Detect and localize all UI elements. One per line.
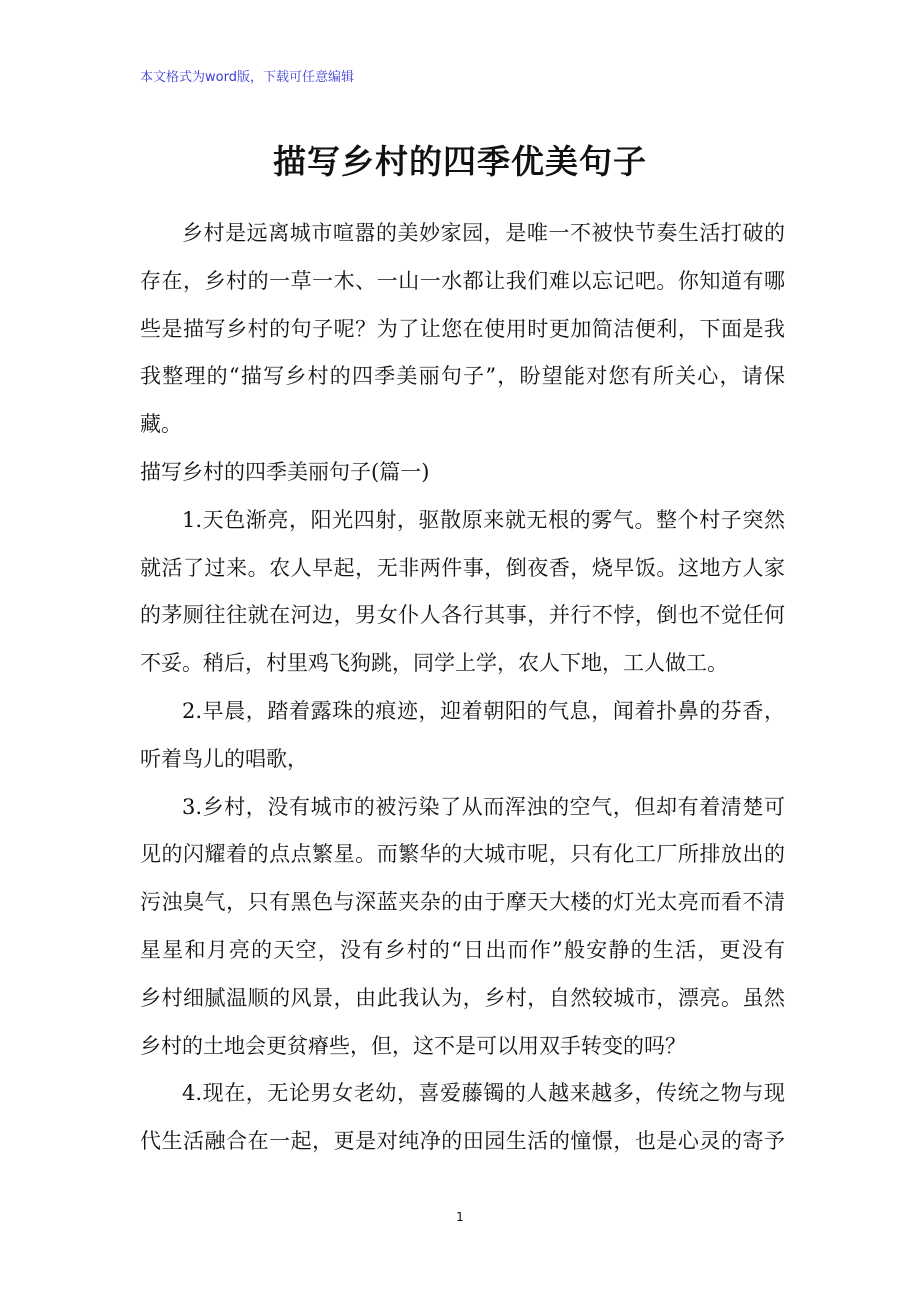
- paragraph-1: [140, 497, 785, 688]
- text-line: 不妥。稍后，村里鸡飞狗跳，同学上学，农人下地，工人做工。: [140, 651, 728, 676]
- paragraph-3: [140, 784, 785, 1071]
- text-line: 乡村是远离城市喧嚣的美妙家园，是唯一不被快节奏生活打破的: [182, 221, 785, 245]
- text-line: 藏。: [140, 412, 182, 437]
- download-notice: 本文格式为word版，下载可任意编辑: [140, 70, 354, 85]
- page-number: 1: [456, 1210, 464, 1224]
- section-heading: 描写乡村的四季美丽句子(篇一): [140, 459, 430, 484]
- text-line: 星星和月亮的天空，没有乡村的“日出而作”般安静的生活，更没有: [140, 937, 785, 962]
- text-line: 乡村细腻温顺的风景，由此我认为，乡村，自然较城市，漂亮。虽然: [140, 985, 785, 1010]
- document-title: 描写乡村的四季优美句子: [273, 142, 647, 181]
- text-line: 代生活融合在一起，更是对纯净的田园生活的憧憬，也是心灵的寄予: [140, 1129, 785, 1154]
- text-line: 乡村的土地会更贫瘠些，但，这不是可以用双手转变的吗？: [140, 1033, 686, 1058]
- text-line: 我整理的“描写乡村的四季美丽句子”，盼望能对您有所关心，请保: [140, 364, 785, 389]
- paragraph-4: [140, 1070, 785, 1166]
- text-line: 污浊臭气，只有黑色与深蓝夹杂的由于摩天大楼的灯光太亮而看不清: [140, 890, 785, 915]
- text-line: 见的闪耀着的点点繁星。而繁华的大城市呢，只有化工厂所排放出的: [140, 842, 785, 867]
- text-line: 的茅厕往往就在河边，男女仆人各行其事，并行不悖，倒也不觉任何: [140, 603, 785, 628]
- text-line: 1.天色渐亮，阳光四射，驱散原来就无根的雾气。整个村子突然: [182, 507, 785, 532]
- text-line: 3.乡村，没有城市的被污染了从而浑浊的空气，但却有着清楚可: [182, 794, 785, 819]
- text-line: 4.现在，无论男女老幼，喜爱藤镯的人越来越多，传统之物与现: [182, 1081, 785, 1106]
- intro-paragraph: [140, 210, 785, 449]
- document-body: [140, 210, 785, 1166]
- paragraph-2: [140, 688, 785, 784]
- text-line: 就活了过来。农人早起，无非两件事，倒夜香，烧早饭。这地方人家: [140, 555, 785, 580]
- text-line: 听着鸟儿的唱歌，: [140, 746, 308, 771]
- text-line: 2.早晨，踏着露珠的痕迹，迎着朝阳的气息，闻着扑鼻的芬香，: [182, 698, 785, 723]
- text-line: 些是描写乡村的句子呢？为了让您在使用时更加简洁便利，下面是我: [140, 316, 785, 341]
- text-line: 存在，乡村的一草一木、一山一水都让我们难以忘记吧。你知道有哪: [140, 268, 785, 293]
